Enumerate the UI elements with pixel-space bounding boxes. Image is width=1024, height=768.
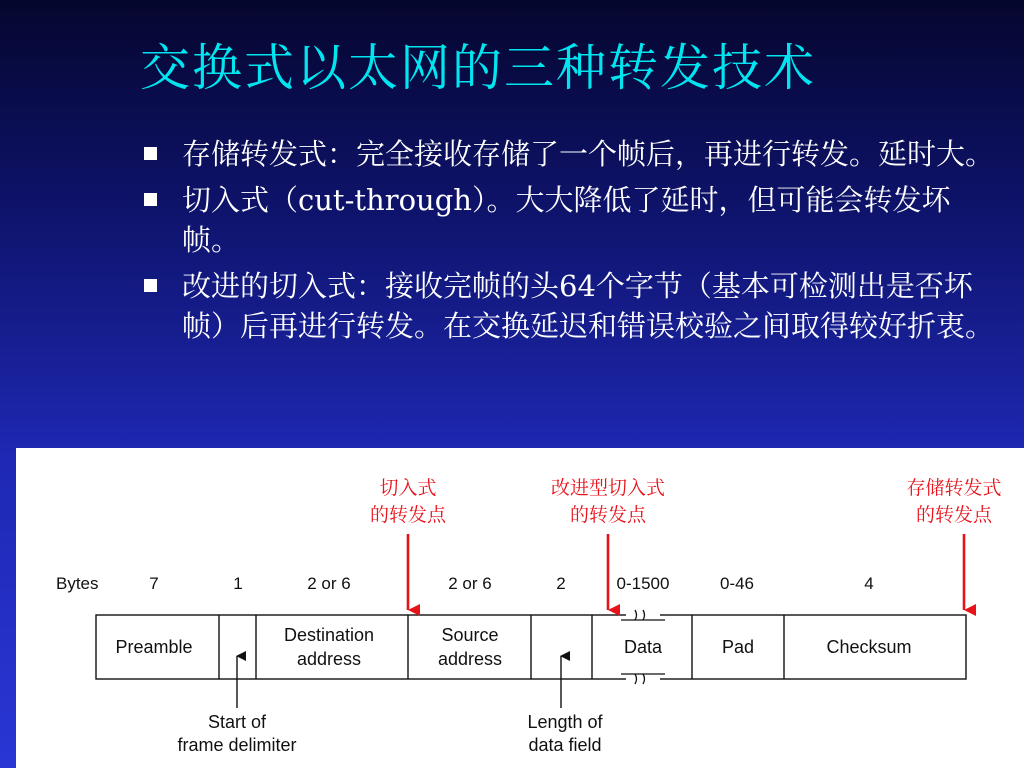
field-bytes-checksum: 4 [864,574,874,593]
cut-through-point-label-line1: 切入式 [379,477,437,499]
data-break-bottom-icon [621,674,665,684]
bullet-item-fragment-free [142,266,1002,346]
field-name-destination-line2: address [296,649,362,669]
bullet-square-icon [144,193,157,206]
data-break-top-icon [621,610,665,620]
frame-diagram-svg [16,448,1024,768]
field-bytes-length: 2 [556,574,566,593]
length-label-line2: data field [528,735,602,755]
sof-label-line2: frame delimiter [177,735,297,755]
field-name-data: Data [623,637,663,657]
bullet-text: 切入式（cut-through）。大大降低了延时，但可能会转发坏帧。 [182,183,951,257]
store-forward-point-label-line2: 的转发点 [915,504,993,526]
cut-through-point-label-line2: 的转发点 [369,504,447,526]
length-label-line1: Length of [527,712,603,732]
field-bytes-preamble: 7 [149,574,159,593]
frame-format-diagram [16,448,1024,768]
field-bytes-destination: 2 or 6 [307,574,351,593]
field-name-source-line1: Source [441,625,499,645]
fragment-free-point-label-line1: 改进型切入式 [550,477,666,499]
field-name-preamble: Preamble [115,637,193,657]
bullet-item-store-forward [142,134,1002,174]
field-name-source-line2: address [437,649,503,669]
bullet-text: 存储转发式：完全接收存储了一个帧后，再进行转发。延时大。 [182,137,995,171]
bytes-label: Bytes [56,574,99,593]
field-bytes-source: 2 or 6 [448,574,492,593]
field-name-destination-line1: Destination [283,625,375,645]
fragment-free-point-label-line2: 的转发点 [569,504,647,526]
field-name-pad: Pad [721,637,755,657]
bullet-square-icon [144,279,157,292]
field-bytes-pad: 0-46 [719,574,755,593]
bullet-text: 改进的切入式：接收完帧的头64个字节（基本可检测出是否坏帧）后再进行转发。在交换延迟和错误校验之间取得较好折衷。 [182,269,995,343]
field-name-checksum: Checksum [826,637,912,657]
store-forward-point-label-line1: 存储转发式 [906,477,1002,499]
field-bytes-sof: 1 [233,574,243,593]
sof-label-line1: Start of [207,712,267,732]
bullet-square-icon [144,147,157,160]
bullet-list [142,134,1002,352]
field-bytes-data: 0-1500 [616,574,670,593]
slide-title: 交换式以太网的三种转发技术 [140,39,816,97]
bullet-item-cut-through [142,180,1002,260]
